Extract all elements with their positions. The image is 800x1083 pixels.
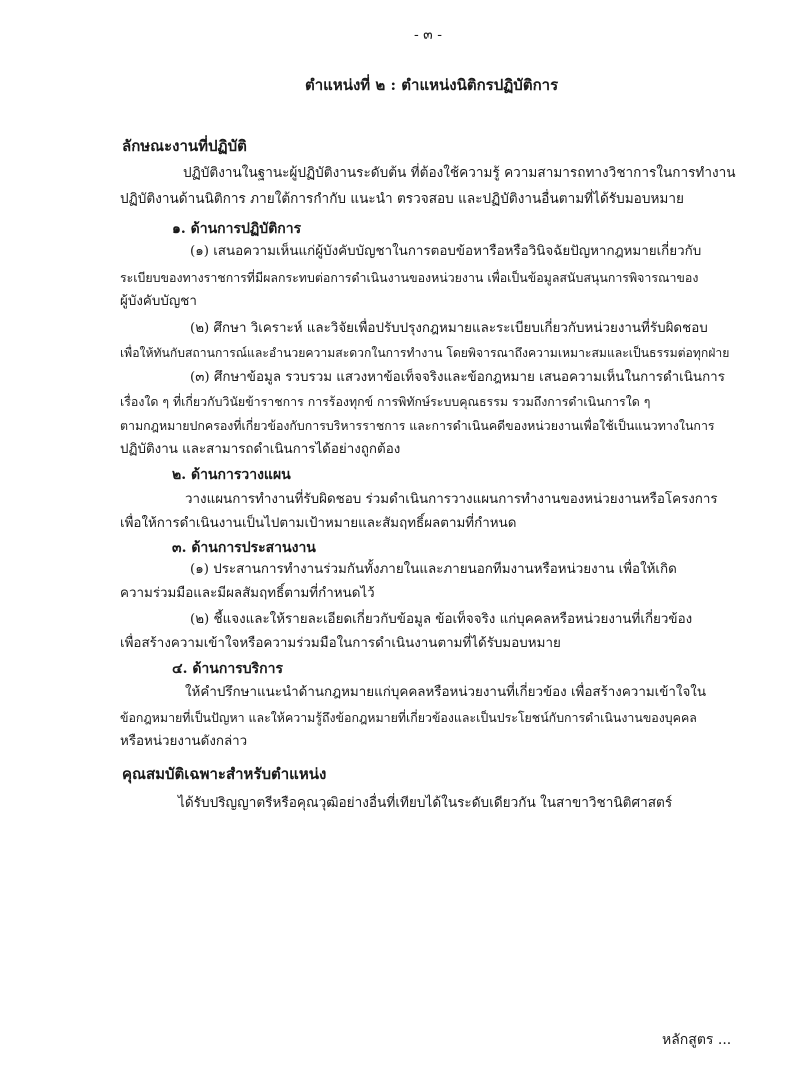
section-1-heading: ๑. ด้านการปฏิบัติการ [172, 221, 302, 237]
section-4-heading: ๔. ด้านการบริการ [172, 661, 283, 677]
sec1-p1-line-1: (๑) เสนอความเห็นแก่ผู้บังคับบัญชาในการตอบข้อหารือหรือวินิจฉัยปัญหากฎหมายเกี่ยวกับ [190, 244, 702, 259]
sec3-p1-line-1: (๑) ประสานการทำงานร่วมกันทั้งภายในและภายนอกทีมงานหรือหน่วยงาน เพื่อให้เกิด [190, 562, 677, 577]
section-2-heading: ๒. ด้านการวางแผน [172, 467, 291, 483]
sec4-p1-line-2: ข้อกฎหมายที่เป็นปัญหา และให้ความรู้ถึงข้อกฎหมายที่เกี่ยวข้องและเป็นประโยชน์กับการดำเนินงานของบุคคล [120, 710, 697, 725]
sec1-p3-line-4: ปฏิบัติงาน และสามารถดำเนินการได้อย่างถูกต้อง [120, 442, 401, 457]
sec2-p1-line-1: วางแผนการทำงานที่รับผิดชอบ ร่วมดำเนินการวางแผนการทำงานของหน่วยงานหรือโครงการ [185, 492, 718, 507]
intro-line-2: ปฏิบัติงานด้านนิติการ ภายใต้การกำกับ แนะนำ ตรวจสอบ และปฏิบัติงานอื่นตามที่ได้รับมอบหมาย [120, 191, 684, 207]
sec4-p1-line-1: ให้คำปรึกษาแนะนำด้านกฎหมายแก่บุคคลหรือหน่วยงานที่เกี่ยวข้อง เพื่อสร้างความเข้าใจใน [185, 685, 706, 700]
footer-continuation: หลักสูตร ... [662, 1032, 732, 1048]
sec1-p1-line-3: ผู้บังคับบัญชา [120, 294, 197, 309]
sec1-p3-line-3: ตามกฎหมายปกครองที่เกี่ยวข้องกับการบริหารราชการ และการดำเนินคดีของหน่วยงานเพื่อใช้เป็นแนวทางในการ [120, 418, 715, 433]
page-title: ตำแหน่งที่ ๒ : ตำแหน่งนิติกรปฏิบัติการ [305, 76, 559, 94]
sec1-p2-line-1: (๒) ศึกษา วิเคราะห์ และวิจัยเพื่อปรับปรุงกฎหมายและระเบียบเกี่ยวกับหน่วยงานที่รับผิดชอบ [190, 321, 708, 336]
qualification-text: ได้รับปริญญาตรีหรือคุณวุฒิอย่างอื่นที่เทียบได้ในระดับเดียวกัน ในสาขาวิชานิติศาสตร์ [178, 795, 673, 811]
sec3-p2-line-2: เพื่อสร้างความเข้าใจหรือความร่วมมือในการดำเนินงานตามที่ได้รับมอบหมาย [120, 636, 561, 651]
intro-line-1: ปฏิบัติงานในฐานะผู้ปฏิบัติงานระดับต้น ที่ต้องใช้ความรู้ ความสามารถทางวิชาการในการทำงาน [183, 165, 736, 181]
qualification-heading: คุณสมบัติเฉพาะสำหรับตำแหน่ง [122, 765, 327, 783]
sec1-p3-line-2: เรื่องใด ๆ ที่เกี่ยวกับวินัยข้าราชการ การร้องทุกข์ การพิทักษ์ระบบคุณธรรม รวมถึงการดำเนินการใด ๆ [120, 394, 651, 409]
sec3-p1-line-2: ความร่วมมือและมีผลสัมฤทธิ์ตามที่กำหนดไว้ [120, 586, 375, 601]
job-heading: ลักษณะงานที่ปฏิบัติ [122, 137, 247, 155]
page-number: - ๓ - [414, 27, 442, 43]
sec1-p1-line-2: ระเบียบของทางราชการที่มีผลกระทบต่อการดำเนินงานของหน่วยงาน เพื่อเป็นข้อมูลสนับสนุนการพิจารณาของ [120, 270, 699, 285]
section-3-heading: ๓. ด้านการประสานงาน [172, 540, 316, 556]
sec2-p1-line-2: เพื่อให้การดำเนินงานเป็นไปตามเป้าหมายและสัมฤทธิ์ผลตามที่กำหนด [120, 516, 517, 531]
sec3-p2-line-1: (๒) ชี้แจงและให้รายละเอียดเกี่ยวกับข้อมูล ข้อเท็จจริง แก่บุคคลหรือหน่วยงานที่เกี่ยวข้อง [190, 612, 693, 627]
sec1-p3-line-1: (๓) ศึกษาข้อมูล รวบรวม แสวงหาข้อเท็จจริงและข้อกฎหมาย เสนอความเห็นในการดำเนินการ [190, 370, 725, 385]
sec1-p2-line-2: เพื่อให้ทันกับสถานการณ์และอำนวยความสะดวกในการทำงาน โดยพิจารณาถึงความเหมาะสมและเป็นธรรมต่อทุกฝ่าย [120, 346, 730, 360]
sec4-p1-line-3: หรือหน่วยงานดังกล่าว [120, 734, 248, 749]
